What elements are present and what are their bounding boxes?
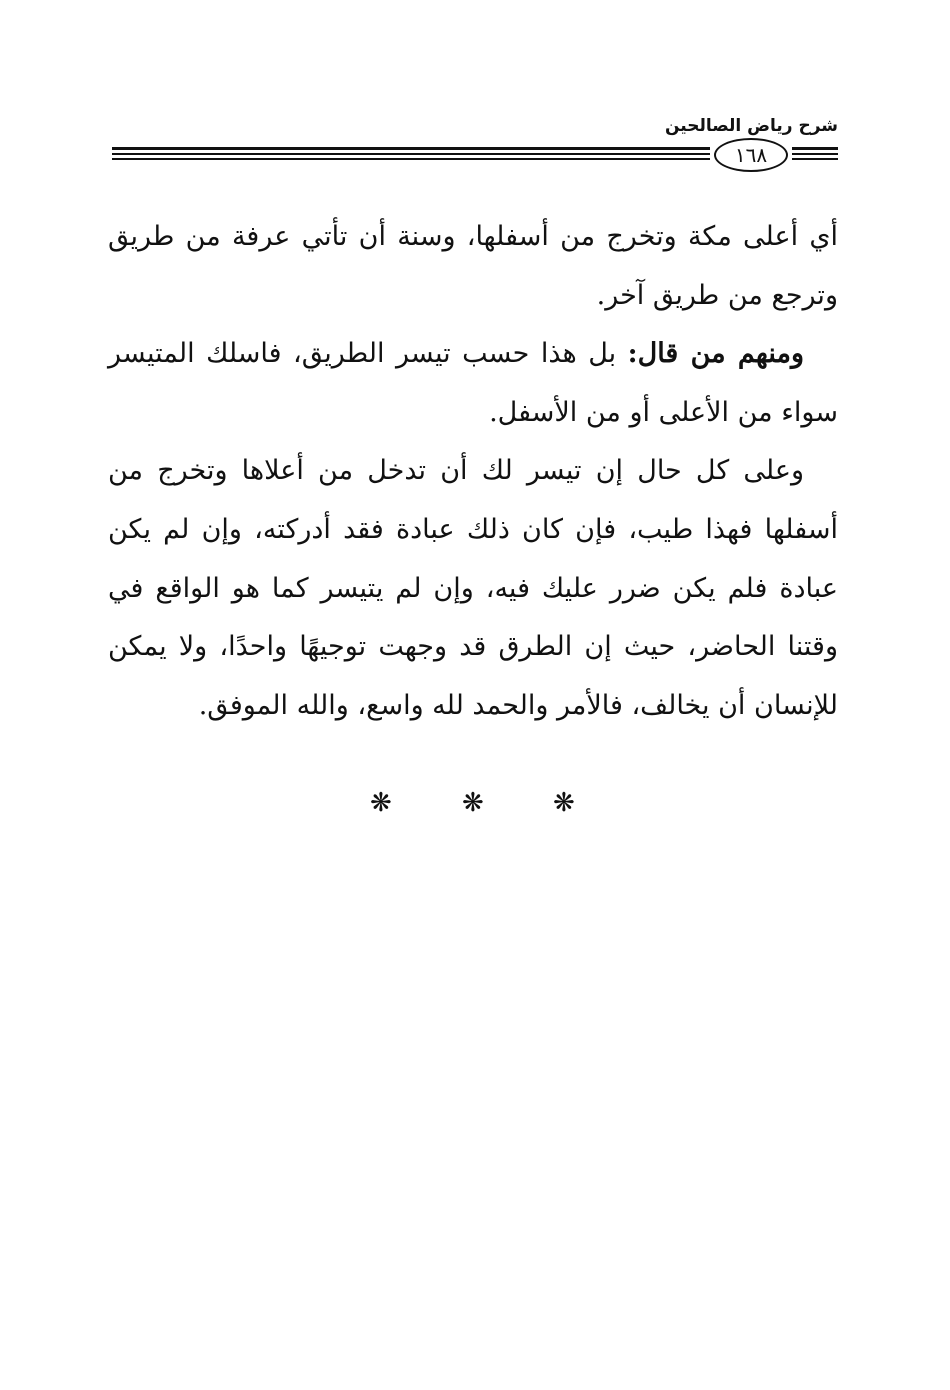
page-number: ١٦٨ bbox=[734, 143, 768, 167]
paragraph-text: وعلى كل حال إن تيسر لك أن تدخل من أعلاها وتخرج من أسفلها فهذا طيب، فإن كان ذلك عبادة فقد أدركته، وإن لم يكن عبادة فلم يكن ضرر عليك فيه، وإن لم يتيسر كما هو الواقع في وقتنا الحاضر، حيث إن الطرق قد وجهت توجيهًا واحدًا، ولا يمكن للإنسان أن يخالف، فالأمر والحمد لله واسع، والله الموفق. bbox=[108, 455, 838, 721]
section-separator bbox=[0, 790, 950, 830]
book-title: شرح رياض الصالحين bbox=[664, 116, 838, 136]
paragraph-text: بل هذا حسب تيسر الطريق، فاسلك المتيسر سواء من الأعلى أو من الأسفل. bbox=[108, 338, 838, 428]
star-ornament: ❋ bbox=[370, 788, 392, 818]
paragraph-1 bbox=[108, 208, 838, 325]
header-rule bbox=[792, 147, 838, 150]
header-rule bbox=[112, 158, 710, 160]
header-rule bbox=[112, 147, 710, 150]
paragraph-text: أي أعلى مكة وتخرج من أسفلها، وسنة أن تأتي عرفة من طريق وترجع من طريق آخر. bbox=[108, 221, 838, 311]
paragraph-lead: ومنهم من قال: bbox=[627, 338, 804, 370]
header-rule bbox=[112, 153, 710, 155]
body-text bbox=[108, 208, 838, 735]
page-number-badge bbox=[714, 138, 788, 172]
star-ornament: ❋ bbox=[462, 788, 484, 818]
header-rule bbox=[792, 158, 838, 160]
paragraph-2 bbox=[108, 325, 838, 442]
paragraph-3 bbox=[108, 442, 838, 735]
header-rule bbox=[792, 153, 838, 155]
star-ornament: ❋ bbox=[553, 788, 575, 818]
